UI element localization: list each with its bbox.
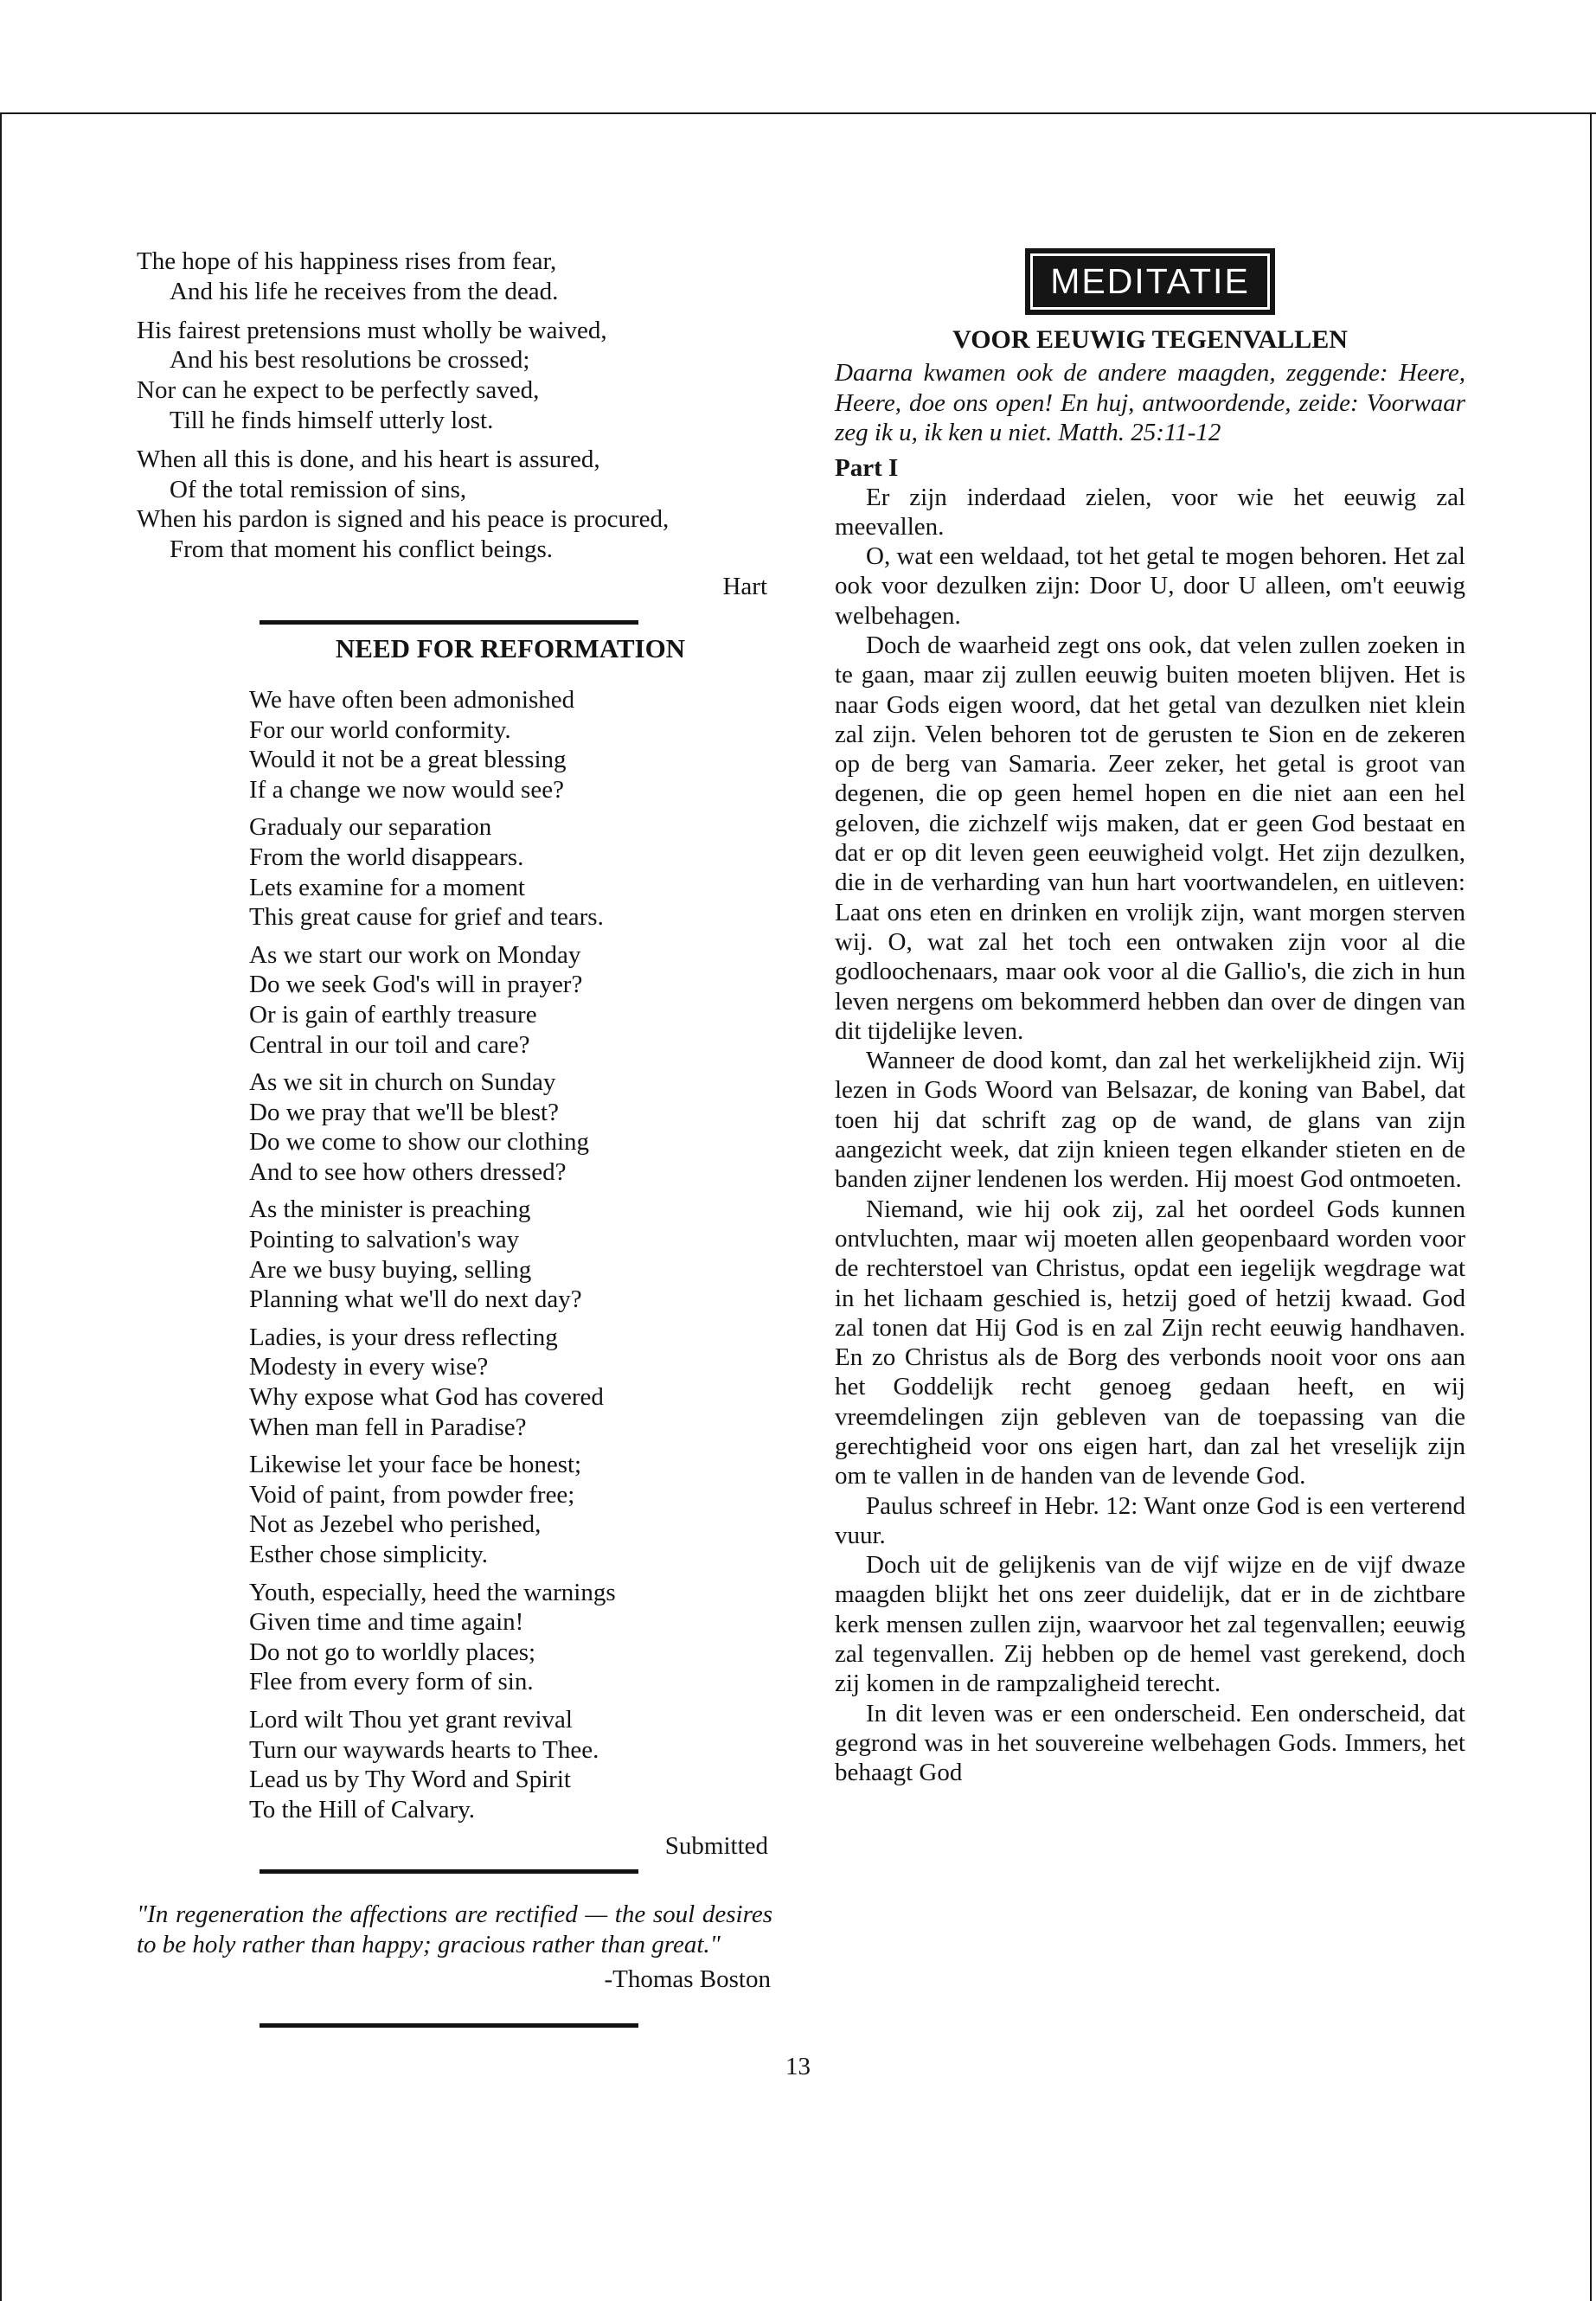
poem-line: As we start our work on Monday xyxy=(249,940,581,969)
scripture-verse: Daarna kwamen ook de andere maagden, zeggende: Heere, Heere, doe ons open! En huj, antwoordende, zeide: Voorwaar zeg ik u, ik ken u niet. Matth. 25:11-12 xyxy=(835,359,1465,446)
poem-line: For our world conformity. xyxy=(249,715,511,744)
poem-line: Till he finds himself utterly lost. xyxy=(170,406,494,434)
poem-author: Submitted xyxy=(664,1832,768,1861)
article-paragraph: Doch uit de gelijkenis van de vijf wijze en de vijf dwaze maagden blijkt het ons zeer duidelijk, dat er in de zichtbare kerk mensen zullen zijn, waarvoor het zal tegenvallen; eeuwig zal tegenvallen. Zij hebben op de hemel vast gerekend, doch zij komen in de rampzaligheid terecht. xyxy=(835,1551,1465,1698)
page-frame-left xyxy=(0,112,2,2301)
poem-stanza xyxy=(249,1323,772,1442)
poem-line: Do not go to worldly places; xyxy=(249,1638,536,1666)
poem-line: Lord wilt Thou yet grant revival xyxy=(249,1705,573,1734)
poem-line: And his life he receives from the dead. xyxy=(170,277,559,305)
section-divider xyxy=(260,2023,638,2028)
poem-stanza xyxy=(137,445,772,565)
article-heading: VOOR EEUWIG TEGENVALLEN xyxy=(952,325,1348,354)
poem-line: Do we pray that we'll be blest? xyxy=(249,1098,559,1126)
poem-line: Central in our toil and care? xyxy=(249,1030,530,1059)
article-paragraph: Niemand, wie hij ook zij, zal het oordeel Gods kunnen ontvluchten, maar wij moeten allen geopenbaard worden voor de rechterstoel van Christus, opdat een iegelijk wegdrage wat in het lichaam geschied is, hetzij goed of hetzij kwaad. God zal tonen dat Hij God is en zal Zijn recht eeuwig handhaven. En zo Christus als de Borg des verbonds nooit voor ons aan het Goddelijk recht genoeg gedaan heeft, en wij vreemdelingen zijn gebleven van de toepassing van die gerechtigheid voor ons eigen hart, dan zal het vreselijk zijn om te vallen in de handen van de levende God. xyxy=(835,1195,1465,1490)
section-title: NEED FOR REFORMATION xyxy=(335,632,686,663)
poem-line: Are we busy buying, selling xyxy=(249,1255,532,1284)
part-label: Part I xyxy=(835,453,899,482)
meditatie-badge xyxy=(1025,248,1275,315)
poem-line: His fairest pretensions must wholly be waived, xyxy=(137,316,607,344)
page-number: 13 xyxy=(785,2053,811,2080)
poem-line: As we sit in church on Sunday xyxy=(249,1068,556,1097)
poem-line: Lead us by Thy Word and Spirit xyxy=(249,1766,571,1794)
section-divider xyxy=(260,620,638,625)
poem-stanza xyxy=(249,685,772,804)
poem-line: Do we seek God's will in prayer? xyxy=(249,971,583,999)
poem-line: Pointing to salvation's way xyxy=(249,1226,520,1254)
poem-reformation xyxy=(249,685,772,1824)
poem-line: Not as Jezebel who perished, xyxy=(249,1510,542,1539)
poem-line: When all this is done, and his heart is assured, xyxy=(137,445,600,473)
poem-stanza xyxy=(249,812,772,932)
poem-line: The hope of his happiness rises from fear, xyxy=(137,247,557,275)
poem-stanza xyxy=(249,1705,772,1824)
left-column xyxy=(137,247,772,2028)
poem-line: Turn our waywards hearts to Thee. xyxy=(249,1735,599,1764)
poem-line: Do we come to show our clothing xyxy=(249,1128,590,1157)
meditatie-badge-wrap xyxy=(835,248,1465,315)
poem-line: If a change we now would see? xyxy=(249,775,564,804)
poem-line: When man fell in Paradise? xyxy=(249,1413,527,1441)
page-frame-right xyxy=(1590,112,1592,2301)
quote-author: -Thomas Boston xyxy=(604,1965,771,1994)
poem-line: To the Hill of Calvary. xyxy=(249,1795,476,1823)
poem-stanza xyxy=(249,1450,772,1569)
poem-stanza xyxy=(249,1195,772,1314)
poem-stanza xyxy=(249,1578,772,1697)
article-paragraph: Paulus schreef in Hebr. 12: Want onze God is een verterend vuur. xyxy=(835,1491,1465,1549)
poem-line: Void of paint, from powder free; xyxy=(249,1480,575,1509)
poem-line: From the world disappears. xyxy=(249,843,524,871)
poem-line: As the minister is preaching xyxy=(249,1195,531,1224)
poem-line: Likewise let your face be honest; xyxy=(249,1451,582,1479)
poem-line: Given time and time again! xyxy=(249,1608,524,1637)
section-divider xyxy=(260,1869,638,1874)
poem-line: Youth, especially, heed the warnings xyxy=(249,1578,616,1606)
right-column xyxy=(835,248,1465,1788)
quote-text: "In regeneration the affections are rectified — the soul desires to be holy rather than happy; gracious rather than great." xyxy=(137,1900,772,1959)
poem-line: Ladies, is your dress reflecting xyxy=(249,1323,558,1351)
poem-stanza xyxy=(249,1067,772,1187)
poem-stanza xyxy=(249,940,772,1060)
poem-line: And his best resolutions be crossed; xyxy=(170,346,530,375)
poem-line: When his pardon is signed and his peace is procured, xyxy=(137,505,670,534)
article-paragraph: Er zijn inderdaad zielen, voor wie het eeuwig zal meevallen. xyxy=(835,483,1465,541)
article-body xyxy=(835,483,1465,1788)
poem-line: And to see how others dressed? xyxy=(249,1157,567,1186)
poem-line: Lets examine for a moment xyxy=(249,873,525,901)
poem-line: Nor can he expect to be perfectly saved, xyxy=(137,376,540,405)
article-paragraph: Wanneer de dood komt, dan zal het werkelijkheid zijn. Wij lezen in Gods Woord van Belsazar, de koning van Babel, dat toen hij dat schrift zag op de wand, de glans van zijn aangezicht week, dat zijn knieen tegen elkander stieten en de banden zijner lendenen los werden. Hij moest God ontmoeten. xyxy=(835,1047,1465,1194)
poem-stanza xyxy=(137,316,772,436)
poem-line: Of the total remission of sins, xyxy=(170,475,467,503)
page-frame-top xyxy=(0,112,1596,114)
poem-line: Modesty in every wise? xyxy=(249,1353,489,1381)
article-paragraph: Doch de waarheid zegt ons ook, dat velen zullen zoeken in te gaan, maar zij zullen eeuwig buiten moeten blijven. Het is naar Gods eigen woord, dat het getal van dezulken niet klein zal zijn. Velen behoren tot de gerusten te Sion en de zekeren op de berg van Samaria. Zeer zeker, het getal is groot van degenen, die op geen hemel hopen en die niet aan een hel geloven, die zichzelf wijs maken, dat er geen God bestaat en dat er op dit leven geen eeuwigheid volgt. Het zijn dezulken, die in de verharding van hun hart voortwandelen, en uitleven: Laat ons eten en drinken en vrolijk zijn, want morgen sterven wij. O, wat zal het toch een ontwaken zijn voor al die godloochenaars, maar ook voor al die Gallio's, die zich in hun leven nergens om bekommerd hebben dan over de dingen van dit tijdelijke leven. xyxy=(835,631,1465,1045)
poem-stanza xyxy=(137,247,772,307)
poem-line: This great cause for grief and tears. xyxy=(249,903,604,932)
article-paragraph: O, wat een weldaad, tot het getal te mogen behoren. Het zal ook voor dezulken zijn: Door U, door U alleen, om't eeuwig welbehagen. xyxy=(835,542,1465,630)
meditatie-badge-label: MEDITATIE xyxy=(1050,261,1250,301)
poem-line: Planning what we'll do next day? xyxy=(249,1285,582,1314)
poem-hart xyxy=(137,247,772,565)
poem-line: We have often been admonished xyxy=(249,685,575,714)
poem-line: Would it not be a great blessing xyxy=(249,746,567,774)
poem-line: Or is gain of earthly treasure xyxy=(249,1000,537,1029)
poem-line: Gradualy our separation xyxy=(249,813,492,842)
poem-line: Flee from every form of sin. xyxy=(249,1668,534,1696)
poem-line: Why expose what God has covered xyxy=(249,1383,604,1412)
poem-line: From that moment his conflict beings. xyxy=(170,535,554,564)
poem-line: Esther chose simplicity. xyxy=(249,1541,488,1568)
poem-author: Hart xyxy=(722,572,767,600)
article-paragraph: In dit leven was er een onderscheid. Een onderscheid, dat gegrond was in het souvereine welbehagen Gods. Immers, het behaagt God xyxy=(835,1699,1465,1787)
